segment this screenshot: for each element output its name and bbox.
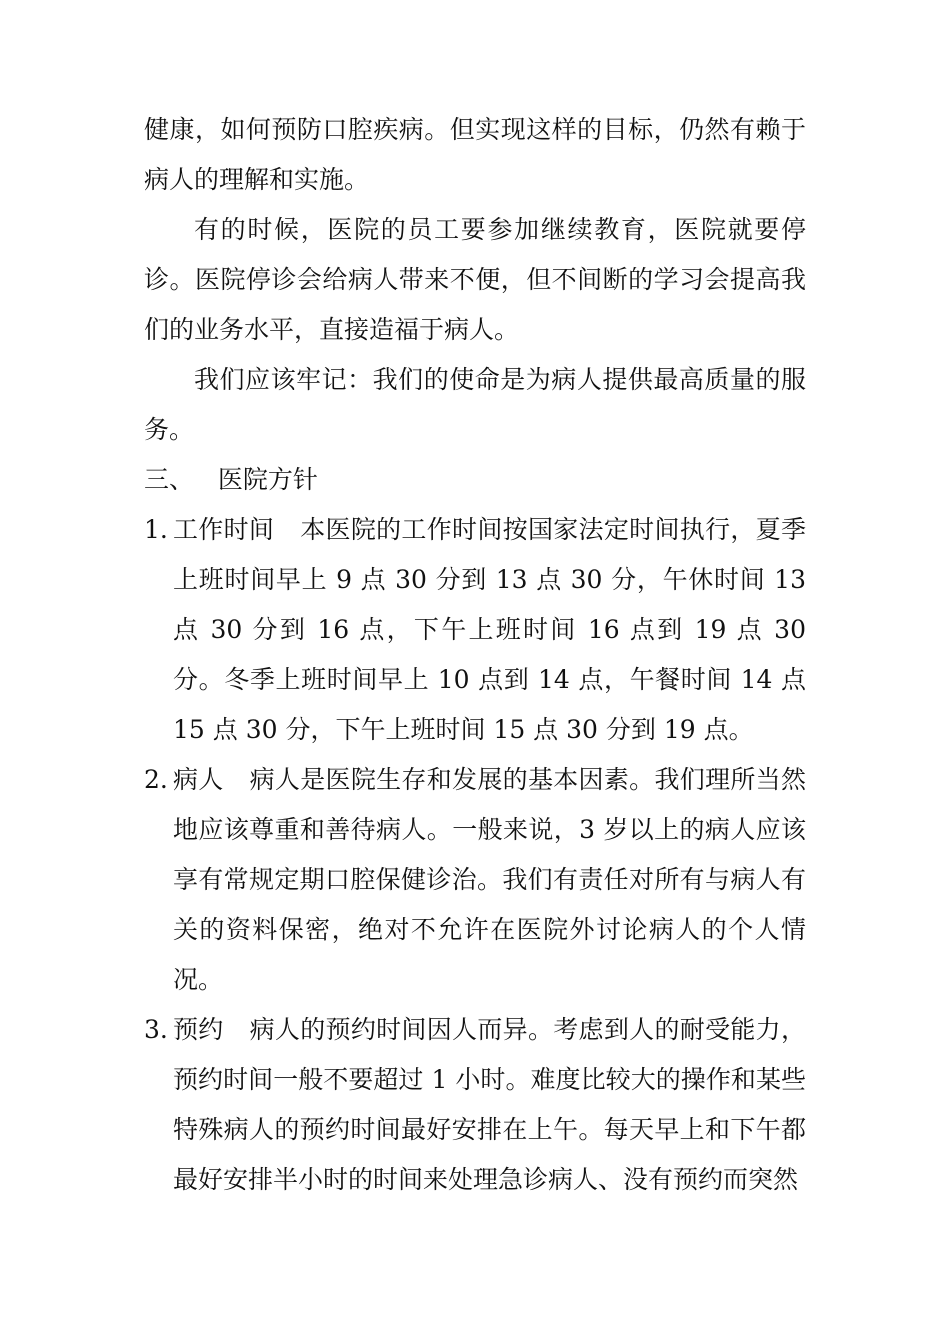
list-item-text: 病人是医院生存和发展的基本因素。我们理所当然地应该尊重和善待病人。一般来说，3 岁以上的病人应该享有常规定期口腔保健诊治。我们有责任对所有与病人有关的资料保密，绝对不允许在医院外讨论病人的个人情况。	[173, 765, 806, 994]
list-item-text: 本医院的工作时间按国家法定时间执行，夏季上班时间早上 9 点 30 分到 13 点 30 分，午休时间 13 点 30 分到 16 点，下午上班时间 16 点到 19 点 30 分。冬季上班时间早上 10 点到 14 点，午餐时间 14 点 15 点 30 分，下午上班时间 15 点 30 分到 19 点。	[173, 515, 806, 744]
list-number: 1.	[144, 515, 168, 544]
policy-list	[144, 505, 806, 1205]
list-item	[144, 1005, 806, 1205]
paragraph-mission: 我们应该牢记：我们的使命是为病人提供最高质量的服务。	[144, 365, 806, 444]
list-item-title: 病人	[173, 765, 224, 794]
document-page	[144, 105, 806, 1205]
paragraph-continuing-education: 有的时候，医院的员工要参加继续教育，医院就要停诊。医院停诊会给病人带来不便，但不间断的学习会提高我们的业务水平，直接造福于病人。	[144, 215, 806, 344]
section-title: 医院方针	[217, 465, 318, 494]
section-heading	[144, 455, 806, 505]
list-item	[144, 505, 806, 755]
list-item-text: 病人的预约时间因人而异。考虑到人的耐受能力，预约时间一般不要超过 1 小时。难度比较大的操作和某些特殊病人的预约时间最好安排在上午。每天早上和下午都最好安排半小时的时间来处理急诊病人、没有预约而突然	[173, 1015, 806, 1194]
list-item	[144, 755, 806, 1005]
list-item-title: 预约	[173, 1015, 224, 1044]
list-number: 2.	[144, 765, 168, 794]
list-number: 3.	[144, 1015, 168, 1044]
list-item-title: 工作时间	[173, 515, 275, 544]
paragraph-continued: 健康，如何预防口腔疾病。但实现这样的目标，仍然有赖于病人的理解和实施。	[144, 115, 806, 194]
section-number: 三、	[144, 465, 195, 494]
